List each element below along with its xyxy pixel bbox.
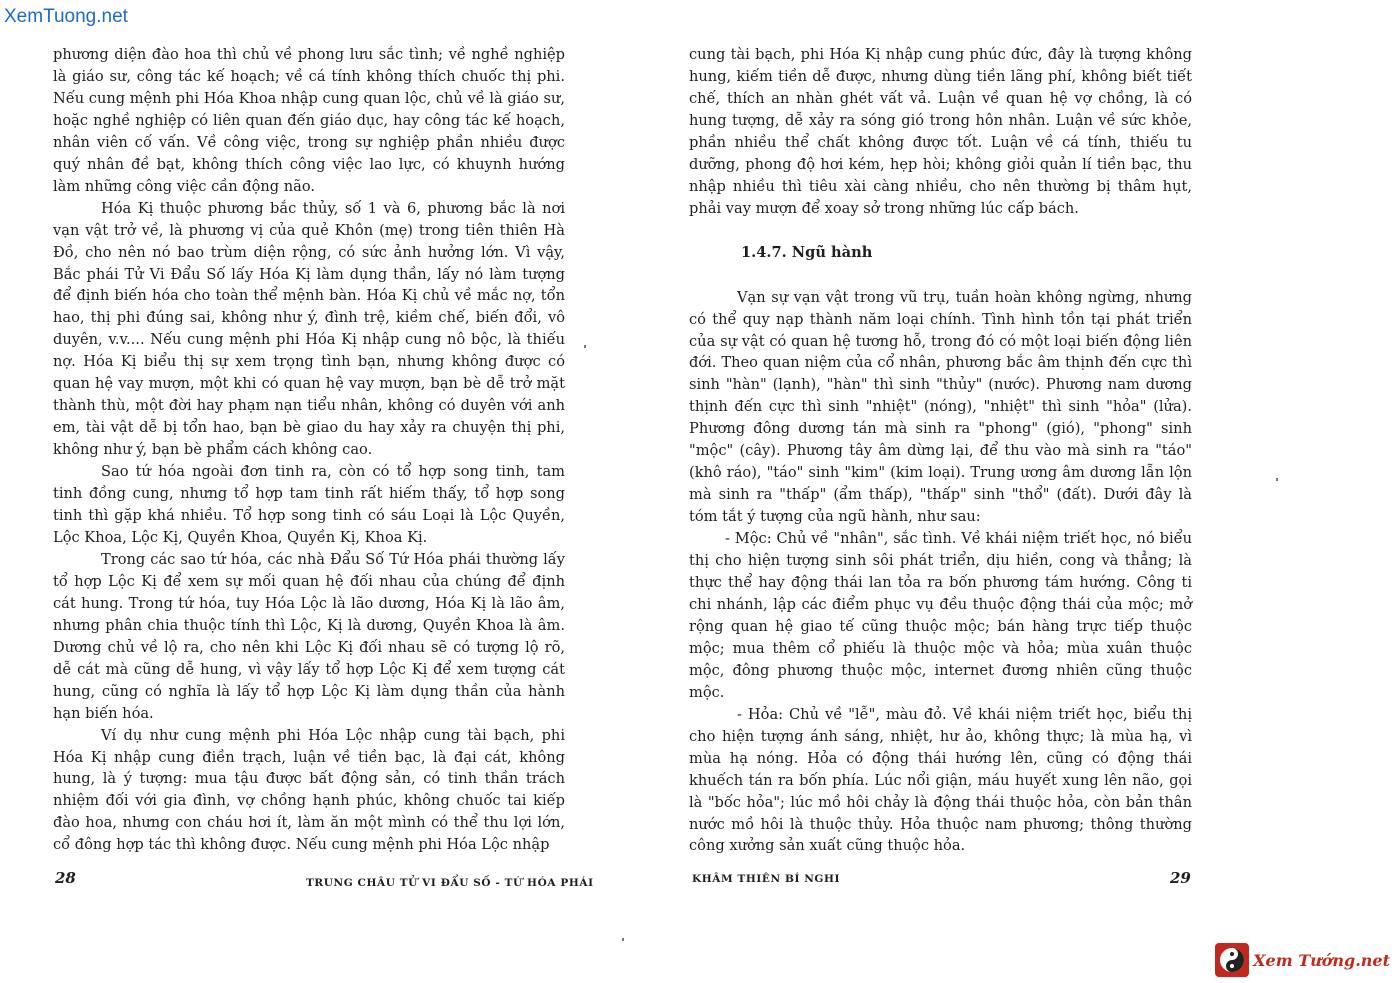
left-page-number: 28 [55,869,76,887]
right-running-title: KHÂM THIÊN BÍ NGHI [692,873,841,885]
left-paragraph-3: Sao tứ hóa ngoài đơn tinh ra, còn có tổ hợp song tinh, tam tinh đồng cung, nhưng tổ hợp tam tinh rất hiếm thấy, tổ hợp song tinh thì gặp khá nhiều. Tổ hợp song tinh có sáu Loại là Lộc Quyền, Lộc Khoa, Lộc Kị, Quyền Khoa, Quyền Kị, Khoa Kị. [53,463,565,546]
left-paragraph-2: Hóa Kị thuộc phương bắc thủy, số 1 và 6, phương bắc là nơi vạn vật trở về, là phương vị của quẻ Khôn (mẹ) trong tiên thiên Hà Đồ, cho nên nó bao trùm diện rộng, có sức ảnh hưởng lớn. Vì vậy, Bắc phái Tử Vi Đẩu Số lấy Hóa Kị làm dụng thần, lấy nó làm tượng để định biến hóa cho toàn thể mệnh bàn. Hóa Kị chủ về mắc nợ, tổn hao, thị phi đúng sai, không như ý, đình trệ, kiềm chế, biến đổi, vô duyên, v.v.... Nếu cung mệnh phi Hóa Kị nhập cung nô bộc, là thiếu nợ. Hóa Kị biểu thị sự xem trọng tình bạn, nhưng không được có quan hệ vay mượn, một khi có quan hệ vay mượn, bạn bè dễ trở mặt thành thù, một đời hay phạm nạn tiểu nhân, không có duyên với anh em, tài vật dễ bị tổn hao, bạn bè giao du hay xảy ra chuyện thị phi, không như ý, bạn bè phẩm cách không cao. [53,199,565,459]
yin-yang-icon [1215,943,1249,977]
left-paragraph-5: Ví dụ như cung mệnh phi Hóa Lộc nhập cung tài bạch, phi Hóa Kị nhập cung điền trạch, luận về tiền bạc, là đại cát, không hung, là ý tượng: mua tậu được bất động sản, có tinh thần trách nhiệm đối với gia đình, vợ chồng hạnh phúc, không chuốc tai kiếp đào hoa, nhưng con cháu hơi ít, làm ăn một mình có thể thu lợi lớn, cổ đông hợp tác thì không được. Nếu cung mệnh phi Hóa Lộc nhập [53,726,565,854]
left-running-title: TRUNG CHÂU TỬ VI ĐẨU SỐ - TỨ HÓA PHÁI [306,877,594,889]
watermark-link[interactable]: XemTuong.net [4,6,128,27]
scan-speck [622,938,624,941]
right-paragraph-2: Vạn sự vạn vật trong vũ trụ, tuần hoàn không ngừng, nhưng có thể quy nạp thành năm loại chính. Tình hình tồn tại phát triển của sự vật có quan hệ tương hỗ, trong đó có một loại biến động liên đới. Theo quan niệm của cổ nhân, phương bắc âm thịnh đến cực thì sinh "hàn" (lạnh), "hàn" thì sinh "thủy" (nước). Phương nam dương thịnh đến cực thì sinh "nhiệt" (nóng), "nhiệt" thì sinh "hỏa" (lửa). Phương đông dương tán mà sinh ra "phong" (gió), "phong" sinh "mộc" (cây). Phương tây âm dừng lại, để thu vào mà sinh ra "táo" (khô ráo), "táo" sinh "kim" (kim loại). Trung ương âm dương lẫn lộn mà sinh ra "thấp" (ẩm thấp), "thấp" sinh "thổ" (đất). Dưới đây là tóm tắt ý tượng của ngũ hành, như sau: [689,288,1192,526]
scan-speck [584,345,586,348]
left-paragraph-1: phương diện đào hoa thì chủ về phong lưu sắc tình; về nghề nghiệp là giáo sư, công tác kế hoạch; về cá tính không thích chuốc thị phi. Nếu cung mệnh phi Hóa Khoa nhập cung quan lộc, chủ về là giáo sư, hoặc nghề nghiệp có liên quan đến giáo dục, hay công tác kế hoạch, nhân viên cố vấn. Về công việc, trong sự nghiệp phần nhiều được quý nhân đề bạt, không thích công việc lao lực, có khuynh hướng làm những công việc cần động não. [53,46,565,195]
logo-text: Xem Tướng.net [1253,950,1390,970]
left-page [53,44,565,856]
right-paragraph-4: - Hỏa: Chủ về "lễ", màu đỏ. Về khái niệm triết học, biểu thị cho hiện tượng ánh sáng, nhiệt, hư ảo, không thực; là mùa hạ, vì mùa hạ nóng. Hỏa có động thái hướng lên, cũng có động thái khuếch tán ra bốn phía. Lúc nổi giận, máu huyết xung lên não, gọi là "bốc hỏa"; lúc mồ hôi chảy là động thái thuộc hỏa, còn bản thân nước mồ hôi là thuộc thủy. Hỏa thuộc nam phương; thông thường công xưởng sản xuất cũng thuộc hỏa. [689,705,1192,855]
right-page-number: 29 [1170,869,1191,887]
right-paragraph-3: - Mộc: Chủ về "nhân", sắc tình. Về khái niệm triết học, nó biểu thị cho hiện tượng sinh sôi phát triển, dịu hiền, cong và thẳng; là thực thể hay động thái lan tỏa ra bốn phương tám hướng. Công ti chi nhánh, lập các điểm phục vụ đều thuộc động thái của mộc; mở rộng quan hệ giao tế cũng thuộc mộc; bán hàng trực tiếp thuộc mộc; mua thêm cổ phiếu là thuộc mộc và hỏa; mùa xuân thuộc mộc, đông phương thuộc mộc, internet đương nhiên cũng thuộc mộc. [689,530,1192,701]
section-heading: 1.4.7. Ngũ hành [741,243,873,261]
right-page [689,44,1192,857]
right-paragraph-1: cung tài bạch, phi Hóa Kị nhập cung phúc đức, đây là tượng không hung, kiếm tiền dễ được, nhưng dùng tiền lãng phí, không biết tiết chế, thích an nhàn ghét vất vả. Luận về quan hệ vợ chồng, là có hung tượng, dễ xảy ra sóng gió trong hôn nhân. Luận về sức khỏe, phần nhiều thể chất không được tốt. Luận về cá tính, thiếu tu dưỡng, phong độ hơi kém, hẹp hòi; không giỏi quản lí tiền bạc, thu nhập nhiều thì tiêu xài càng nhiều, cho nên thường bị thâm hụt, phải vay mượn để xoay sở trong những lúc cấp bách. [689,46,1192,217]
left-paragraph-4: Trong các sao tứ hóa, các nhà Đẩu Số Tứ Hóa phái thường lấy tổ hợp Lộc Kị để xem sự mối quan hệ đối nhau của chúng để định cát hung. Trong tứ hóa, tuy Hóa Lộc là lão dương, Hóa Kị là lão âm, nhưng phân chia thuộc tính thì Lộc, Kị là dương, Quyền Khoa là âm. Dương chủ về lộ ra, cho nên khi Lộc Kị đối nhau sẽ có tượng lộ rõ, dễ cát mà cũng dễ hung, vì vậy lấy tổ hợp Lộc Kị để xem tượng cát hung, cũng có nghĩa là lấy tổ hợp Lộc Kị làm dụng thần của hành hạn biến hóa. [53,550,565,722]
scan-speck [1276,478,1278,481]
site-logo[interactable] [1215,943,1390,977]
